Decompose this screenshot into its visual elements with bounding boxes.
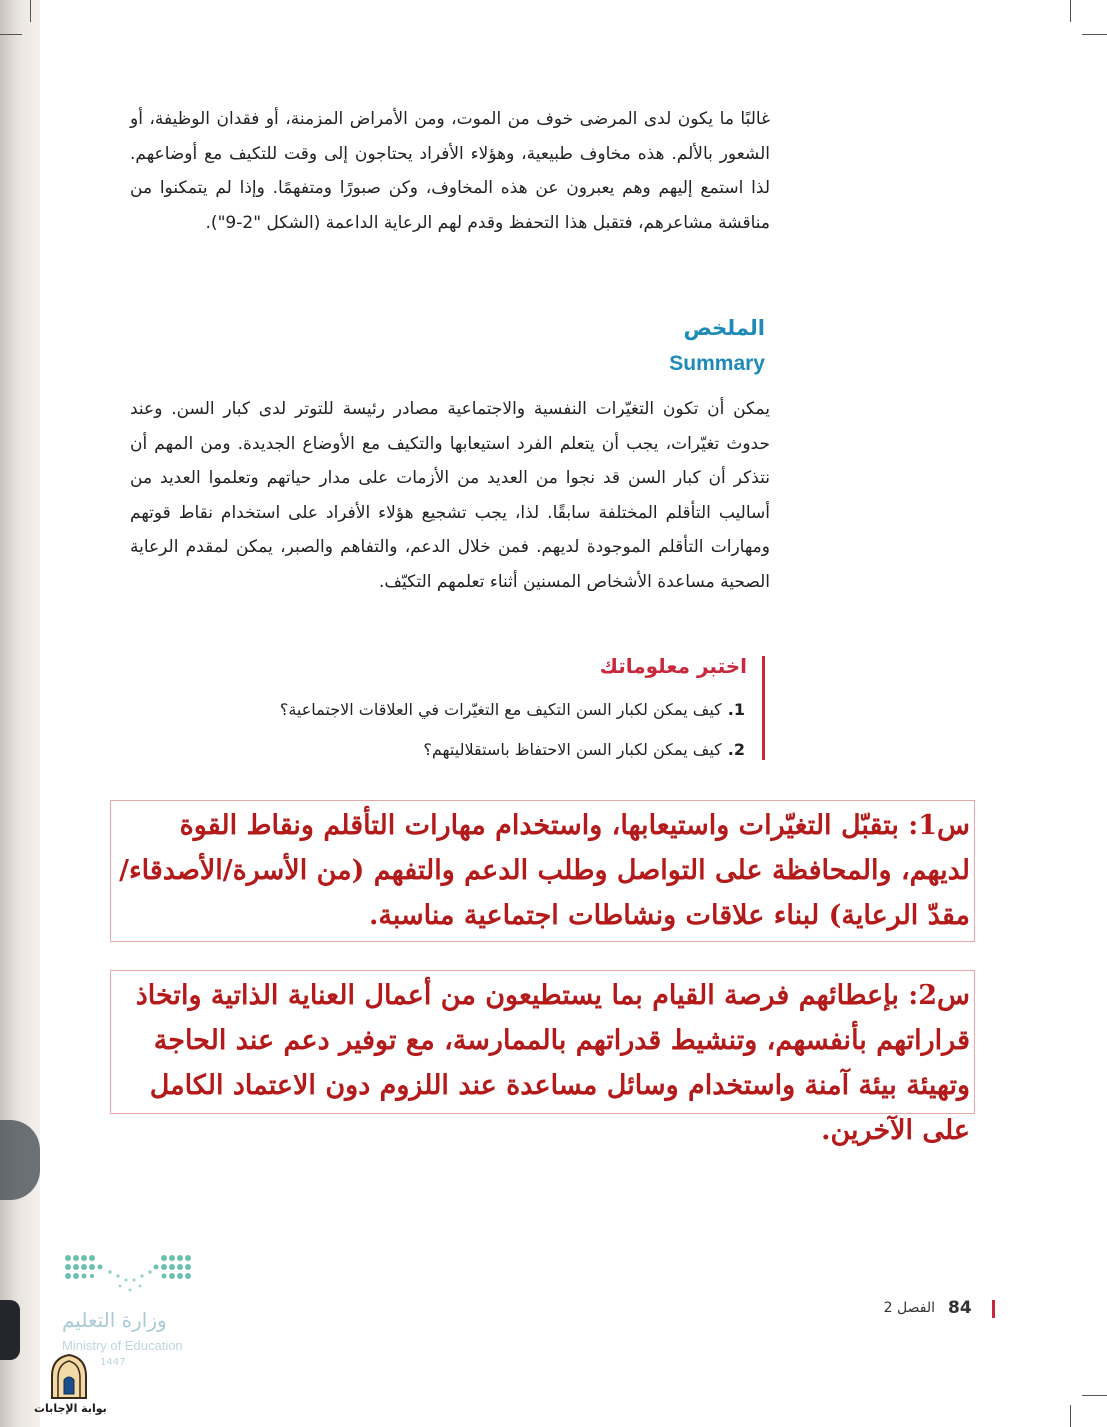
question-number: 1. [727,700,745,719]
crop-mark [1082,34,1107,35]
photo-detail [0,1300,20,1360]
ministry-name-arabic: وزارة التعليم [62,1308,167,1332]
ministry-year: 1447 [100,1357,126,1368]
page-accent-bar [992,1300,995,1318]
background-photo-strip [0,0,40,1427]
site-name: بوابة الإجابات [34,1402,107,1415]
page-number: 84 [948,1298,972,1318]
summary-heading-arabic: الملخص [683,316,765,340]
quiz-title: اختبر معلوماتك [599,654,747,678]
crop-mark [30,0,31,22]
intro-paragraph: غالبًا ما يكون لدى المرضى خوف من الموت، ومن الأمراض المزمنة، أو فقدان الوظيفة، أو الشعور بالألم. هذه مخاوف طبيعية، وهؤلاء الأفراد يحتاجون إلى وقت للتكيف مع أوضاعهم. لذا استمع إليهم وهم يعبرون عن هذه المخاوف، وكن صبورًا ومتفهمًا. وإذا لم يتمكنوا من مناقشة مشاعرهم، فتقبل هذا التحفظ وقدم لهم الرعاية الداعمة (الشكل "2-9"). [130,109,770,233]
question-number: 2. [727,740,745,759]
ministry-name-english: Ministry of Education [62,1338,183,1353]
photo-detail [0,1120,40,1200]
question-text: كيف يمكن لكبار السن التكيف مع التغيّرات في العلاقات الاجتماعية؟ [279,700,722,719]
summary-heading-english: Summary [669,352,765,375]
crop-mark [1070,0,1071,22]
crop-mark [1082,1395,1107,1396]
ministry-logo-icon [60,1250,200,1300]
mosque-dome-logo-icon [44,1352,94,1402]
answer-box-1: س1: بتقبّل التغيّرات واستيعابها، واستخدام مهارات التأقلم ونقاط القوة لديهم، والمحافظة على التواصل وطلب الدعم والتفهم (من الأسرة/الأصدقاء/مقدّ الرعاية) لبناء علاقات ونشاطات اجتماعية مناسبة. [110,800,975,942]
quiz-accent-bar [762,656,765,760]
chapter-label: الفصل 2 [883,1300,935,1316]
crop-mark [1070,1405,1071,1427]
crop-mark [0,34,22,35]
quiz-question-2 [423,740,745,759]
question-text: كيف يمكن لكبار السن الاحتفاظ باستقلاليتهم؟ [423,740,722,759]
quiz-question-1 [280,700,745,719]
summary-paragraph: يمكن أن تكون التغيّرات النفسية والاجتماعية مصادر رئيسة للتوتر لدى كبار السن. وعند حدوث تغيّرات، يجب أن يتعلم الفرد استيعابها والتكيف مع الأوضاع الجديدة. ومن المهم أن نتذكر أن كبار السن قد نجوا من العديد من الأزمات على مدار حياتهم وتعلموا العديد من أساليب التأقلم المختلفة سابقًا. لذا، يجب تشجيع هؤلاء الأفراد على استخدام نقاط قوتهم ومهارات التأقلم الموجودة لديهم. فمن خلال الدعم، والتفاهم والصبر، يمكن لمقدم الرعاية الصحية مساعدة الأشخاص المسنين أثناء تعلمهم التكيّف. [130,399,770,592]
answer-box-2: س2: بإعطائهم فرصة القيام بما يستطيعون من أعمال العناية الذاتية واتخاذ قراراتهم بأنفسهم، وتنشيط قدراتهم بالممارسة، مع توفير دعم عند الحاجة وتهيئة بيئة آمنة واستخدام وسائل مساعدة عند اللزوم دون الاعتماد الكامل على الآخرين. [110,970,975,1114]
